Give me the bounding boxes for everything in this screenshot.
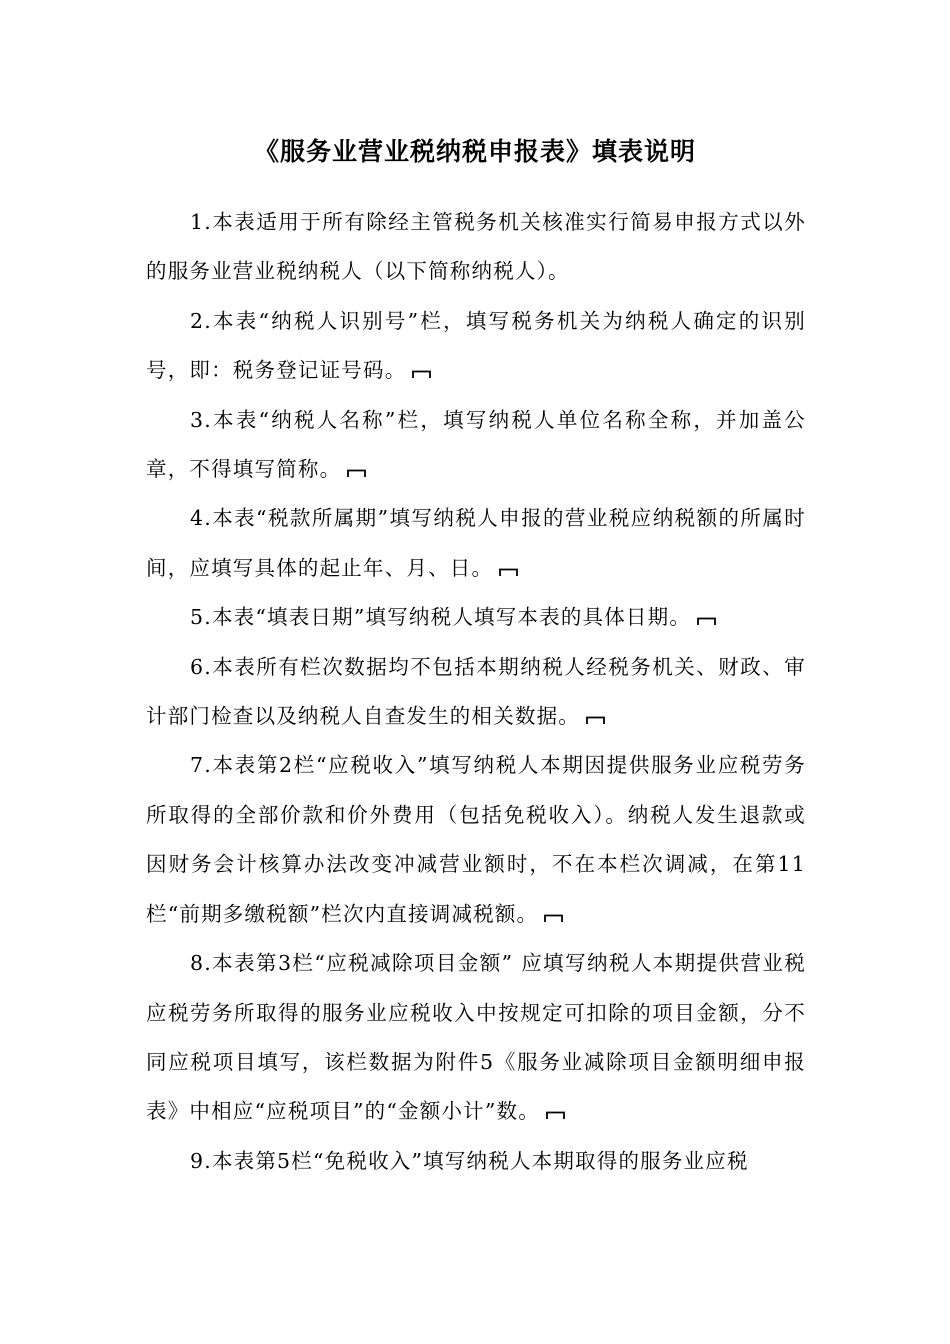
paragraph-4 [146, 494, 806, 593]
paragraph-2-text: 2.本表“纳税人识别号”栏，填写税务机关为纳税人确定的识别号，即：税务登记证号码。 [146, 308, 806, 383]
paragraph-8 [146, 939, 806, 1137]
paragraph-8-text: 8.本表第3栏“应税减除项目金额” 应填写纳税人本期提供营业税应税劳务所取得的服务业应税收入中按规定可扣除的项目金额，分不同应税项目填写，该栏数据为附件5《服务业减除项目金额明细申报表》中相应“应税项目”的“金额小计”数。 [146, 951, 806, 1124]
paragraph-9 [146, 1137, 806, 1186]
paragraph-4-text: 4.本表“税款所属期”填写纳税人申报的营业税应纳税额的所属时间，应填写具体的起止年、月、日。 [146, 506, 806, 580]
document-body [146, 198, 806, 1186]
paragraph-mark-icon [586, 716, 605, 725]
paragraph-mark-icon [546, 1111, 565, 1120]
paragraph-3 [146, 396, 806, 495]
paragraph-mark-icon [697, 617, 716, 626]
paragraph-7-text: 7.本表第2栏“应税收入”填写纳税人本期因提供服务业应税劳务所取得的全部价款和价外费用（包括免税收入）。纳税人发生退款或因财务会计核算办法改变冲减营业额时，不在本栏次调减，在第11栏“前期多缴税额”栏次内直接调减税额。 [146, 753, 806, 926]
paragraph-7 [146, 741, 806, 939]
paragraph-1 [146, 198, 806, 297]
paragraph-mark-icon [544, 914, 563, 923]
paragraph-5-text: 5.本表“填表日期”填写纳税人填写本表的具体日期。 [190, 605, 692, 630]
paragraph-mark-icon [412, 370, 431, 379]
paragraph-2 [146, 297, 806, 396]
paragraph-mark-icon [347, 469, 366, 478]
paragraph-6-text: 6.本表所有栏次数据均不包括本期纳税人经税务机关、财政、审计部门检查以及纳税人自查发生的相关数据。 [146, 654, 806, 729]
paragraph-3-text: 3.本表“纳税人名称”栏，填写纳税人单位名称全称，并加盖公章，不得填写简称。 [146, 407, 806, 482]
paragraph-1-text: 1.本表适用于所有除经主管税务机关核准实行简易申报方式以外的服务业营业税纳税人（以下简称纳税人）。 [146, 210, 806, 284]
document-title: 《服务业营业税纳税申报表》填表说明 [253, 137, 696, 166]
paragraph-5 [146, 593, 806, 642]
paragraph-6 [146, 643, 806, 742]
paragraph-9-text: 9.本表第5栏“免税收入”填写纳税人本期取得的服务业应税 [190, 1148, 749, 1173]
paragraph-mark-icon [499, 568, 518, 577]
